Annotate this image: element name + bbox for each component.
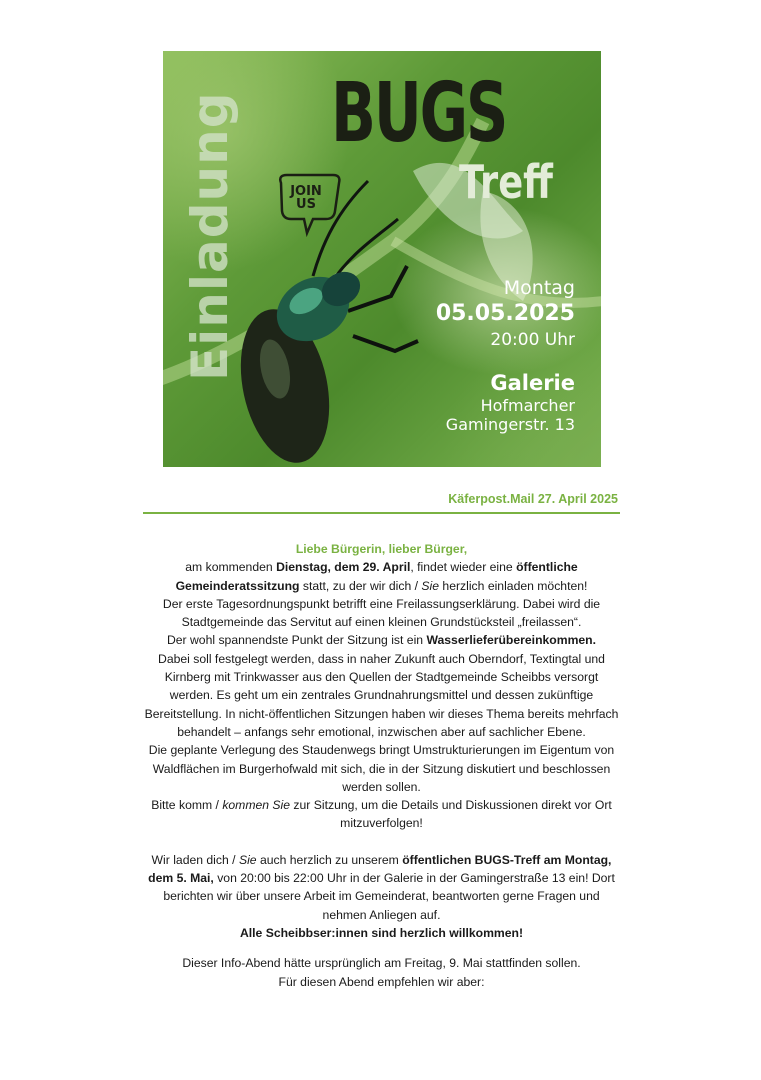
text-run: Dieser Info-Abend hätte ursprünglich am Freitag, 9. Mai stattfinden sollen.	[182, 956, 581, 971]
paragraph-info-evening	[143, 954, 620, 991]
event-highlight: öffentlichen BUGS-Treff am Montag, dem 5. Mai,	[148, 852, 612, 886]
formal-address: Sie	[421, 578, 440, 593]
flyer-venue: Galerie	[490, 371, 575, 395]
letter-body	[143, 540, 620, 991]
text-run: Wir laden dich /	[151, 852, 239, 867]
spacer	[143, 942, 620, 954]
water-agreement: Wasserlieferübereinkommen.	[426, 633, 597, 648]
flyer-title-sub: Treff	[459, 155, 553, 209]
text-run: Der wohl spannendste Punkt der Sitzung ist ein	[166, 633, 427, 648]
flyer-date: 05.05.2025	[435, 301, 575, 326]
paragraph-bugs-treff	[143, 851, 620, 942]
text-run: statt, zu der wir dich /	[299, 578, 422, 593]
flyer-title-main: BUGS	[331, 66, 507, 161]
paragraph-council-meeting	[143, 558, 620, 832]
text-run: Dabei soll festgelegt werden, dass in naher Zukunft auch Oberndorf, Textingtal und Kirnberg mit Trinkwasser aus den Quellen der Stadtgemeinde Scheibbs versorgt werden. Es geht um ein zentrales Grundnahrungsmittel und dessen zukünftige Bereitstellung. In nicht-öffentlichen Sitzungen haben wir dieses Thema bereits mehrfach behandelt – anfangs sehr emotional, inzwischen aber auf sachlicher Ebene.	[144, 651, 619, 739]
meeting-date: Dienstag, dem 29. April	[276, 560, 411, 575]
join-us-badge	[278, 185, 334, 211]
text-run: auch herzlich zu unserem	[256, 852, 403, 867]
salutation: Liebe Bürgerin, lieber Bürger,	[295, 542, 468, 556]
header-divider	[143, 512, 620, 514]
join-us-line2: US	[296, 197, 316, 212]
text-run: Bitte komm /	[151, 798, 223, 813]
formal-address: kommen Sie	[222, 798, 291, 813]
flyer-vertical-title: Einladung	[181, 91, 239, 381]
text-run: Die geplante Verlegung des Staudenwegs bringt Umstrukturierungen im Eigentum von Waldflächen im Burgerhofwald mit sich, die in der Sitzung diskutiert und beschlossen werden sollen.	[148, 743, 615, 794]
text-run: Für diesen Abend empfehlen wir aber:	[278, 974, 485, 989]
flyer-weekday: Montag	[503, 277, 575, 299]
text-run: von 20:00 bis 22:00 Uhr in der Galerie in der Gamingerstraße 13 ein! Dort berichten wir über unsere Arbeit im Gemeinderat, beantworten gerne Fragen und nehmen Anliegen auf.	[163, 871, 615, 922]
event-flyer-image	[163, 51, 601, 467]
text-run: am kommenden	[185, 560, 277, 575]
spacer	[143, 833, 620, 851]
flyer-address: Gamingerstr. 13	[445, 415, 575, 434]
text-run: zur Sitzung, um die Details und Diskussionen direkt vor Ort mitzuverfolgen!	[290, 798, 612, 831]
text-run: , findet wieder eine	[410, 560, 517, 575]
text-run: Der erste Tagesordnungspunkt betrifft eine Freilassungserklärung. Dabei wird die Stadtgemeinde das Servitut auf einen kleinen Grundstücksteil „freilassen“.	[162, 596, 601, 630]
text-run: herzlich einladen möchten!	[439, 578, 588, 593]
meeting-type: öffentliche Gemeinderatssitzung	[175, 560, 578, 593]
newsletter-dateline: Käferpost.Mail 27. April 2025	[448, 492, 618, 506]
flyer-venue-name: Hofmarcher	[480, 396, 575, 415]
join-us-line1: JOIN	[290, 184, 322, 199]
formal-address: Sie	[238, 852, 257, 867]
welcome-line: Alle Scheibbser:innen sind herzlich willkommen!	[239, 925, 524, 940]
flyer-time: 20:00 Uhr	[490, 330, 575, 350]
